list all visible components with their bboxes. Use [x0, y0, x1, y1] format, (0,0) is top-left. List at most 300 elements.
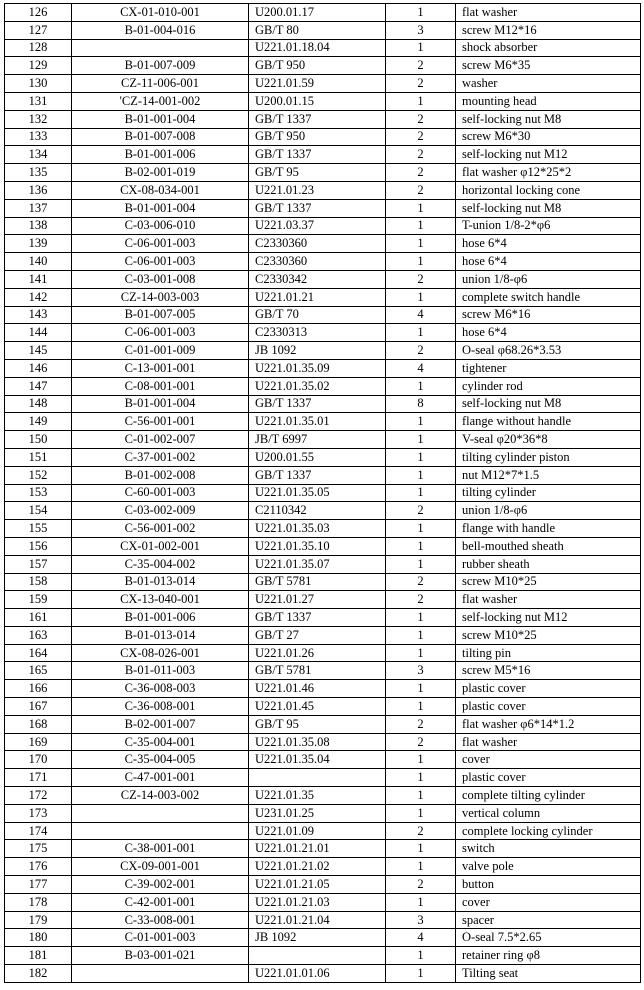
item-number-cell: 152: [5, 466, 72, 484]
part-code-cell: B-02-001-019: [72, 164, 249, 182]
drawing-standard-cell: U200.01.15: [249, 92, 386, 110]
table-row: [5, 431, 641, 449]
item-number-cell: 150: [5, 431, 72, 449]
drawing-standard-cell: U221.01.35.02: [249, 377, 386, 395]
drawing-standard-cell: U221.01.23: [249, 181, 386, 199]
table-row: [5, 110, 641, 128]
drawing-standard-cell: U221.01.45: [249, 698, 386, 716]
table-row: [5, 929, 641, 947]
drawing-standard-cell: JB 1092: [249, 929, 386, 947]
drawing-standard-cell: U221.01.01.06: [249, 965, 386, 983]
drawing-standard-cell: U221.01.21.03: [249, 893, 386, 911]
quantity-cell: 1: [386, 537, 456, 555]
table-row: [5, 448, 641, 466]
table-row: [5, 573, 641, 591]
quantity-cell: 1: [386, 769, 456, 787]
part-code-cell: B-01-001-004: [72, 395, 249, 413]
description-cell: screw M6*16: [456, 306, 641, 324]
part-code-cell: CX-01-002-001: [72, 537, 249, 555]
quantity-cell: 2: [386, 822, 456, 840]
parts-table-body: [5, 4, 641, 983]
description-cell: self-locking nut M8: [456, 395, 641, 413]
item-number-cell: 147: [5, 377, 72, 395]
drawing-standard-cell: U221.01.21: [249, 288, 386, 306]
part-code-cell: B-02-001-007: [72, 715, 249, 733]
part-code-cell: C-35-004-001: [72, 733, 249, 751]
description-cell: hose 6*4: [456, 235, 641, 253]
item-number-cell: 182: [5, 965, 72, 983]
drawing-standard-cell: GB/T 950: [249, 128, 386, 146]
part-code-cell: C-06-001-003: [72, 253, 249, 271]
quantity-cell: 2: [386, 502, 456, 520]
drawing-standard-cell: U221.01.59: [249, 75, 386, 93]
description-cell: button: [456, 876, 641, 894]
part-code-cell: [72, 39, 249, 57]
quantity-cell: 3: [386, 911, 456, 929]
part-code-cell: CX-08-026-001: [72, 644, 249, 662]
description-cell: shock absorber: [456, 39, 641, 57]
drawing-standard-cell: U200.01.55: [249, 448, 386, 466]
item-number-cell: 176: [5, 858, 72, 876]
item-number-cell: 151: [5, 448, 72, 466]
drawing-standard-cell: U221.01.21.05: [249, 876, 386, 894]
description-cell: washer: [456, 75, 641, 93]
table-row: [5, 893, 641, 911]
part-code-cell: B-01-011-003: [72, 662, 249, 680]
drawing-standard-cell: U221.01.35.03: [249, 520, 386, 538]
table-row: [5, 822, 641, 840]
item-number-cell: 164: [5, 644, 72, 662]
quantity-cell: 8: [386, 395, 456, 413]
description-cell: screw M10*25: [456, 626, 641, 644]
table-row: [5, 947, 641, 965]
drawing-standard-cell: U221.01.35.07: [249, 555, 386, 573]
item-number-cell: 168: [5, 715, 72, 733]
item-number-cell: 171: [5, 769, 72, 787]
quantity-cell: 1: [386, 893, 456, 911]
drawing-standard-cell: U221.01.35.05: [249, 484, 386, 502]
description-cell: plastic cover: [456, 698, 641, 716]
item-number-cell: 135: [5, 164, 72, 182]
description-cell: Tilting seat: [456, 965, 641, 983]
table-row: [5, 199, 641, 217]
item-number-cell: 141: [5, 270, 72, 288]
part-code-cell: B-01-007-005: [72, 306, 249, 324]
item-number-cell: 170: [5, 751, 72, 769]
part-code-cell: C-37-001-002: [72, 448, 249, 466]
drawing-standard-cell: [249, 947, 386, 965]
drawing-standard-cell: U221.01.21.02: [249, 858, 386, 876]
description-cell: flat washer φ6*14*1.2: [456, 715, 641, 733]
item-number-cell: 165: [5, 662, 72, 680]
table-row: [5, 4, 641, 22]
quantity-cell: 1: [386, 626, 456, 644]
drawing-standard-cell: GB/T 80: [249, 21, 386, 39]
item-number-cell: 138: [5, 217, 72, 235]
description-cell: flat washer φ12*25*2: [456, 164, 641, 182]
description-cell: vertical column: [456, 804, 641, 822]
quantity-cell: 1: [386, 413, 456, 431]
drawing-standard-cell: C2110342: [249, 502, 386, 520]
table-row: [5, 324, 641, 342]
quantity-cell: 1: [386, 431, 456, 449]
drawing-standard-cell: JB/T 6997: [249, 431, 386, 449]
item-number-cell: 153: [5, 484, 72, 502]
item-number-cell: 148: [5, 395, 72, 413]
description-cell: flat washer: [456, 733, 641, 751]
table-row: [5, 769, 641, 787]
table-row: [5, 146, 641, 164]
part-code-cell: 'CZ-14-001-002: [72, 92, 249, 110]
quantity-cell: 1: [386, 965, 456, 983]
description-cell: nut M12*7*1.5: [456, 466, 641, 484]
description-cell: flange with handle: [456, 520, 641, 538]
drawing-standard-cell: U221.01.26: [249, 644, 386, 662]
quantity-cell: 2: [386, 164, 456, 182]
quantity-cell: 2: [386, 128, 456, 146]
item-number-cell: 167: [5, 698, 72, 716]
table-row: [5, 787, 641, 805]
quantity-cell: 1: [386, 609, 456, 627]
table-row: [5, 466, 641, 484]
table-row: [5, 858, 641, 876]
part-code-cell: C-33-008-001: [72, 911, 249, 929]
item-number-cell: 140: [5, 253, 72, 271]
parts-table: [4, 3, 641, 983]
quantity-cell: 3: [386, 662, 456, 680]
part-code-cell: C-56-001-002: [72, 520, 249, 538]
part-code-cell: C-35-004-005: [72, 751, 249, 769]
drawing-standard-cell: U200.01.17: [249, 4, 386, 22]
part-code-cell: C-01-001-003: [72, 929, 249, 947]
drawing-standard-cell: C2330360: [249, 253, 386, 271]
quantity-cell: 1: [386, 199, 456, 217]
drawing-standard-cell: C2330342: [249, 270, 386, 288]
part-code-cell: B-01-007-008: [72, 128, 249, 146]
part-code-cell: C-36-008-003: [72, 680, 249, 698]
drawing-standard-cell: U231.01.25: [249, 804, 386, 822]
quantity-cell: 4: [386, 359, 456, 377]
description-cell: hose 6*4: [456, 324, 641, 342]
description-cell: bell-mouthed sheath: [456, 537, 641, 555]
table-row: [5, 733, 641, 751]
table-row: [5, 57, 641, 75]
table-row: [5, 92, 641, 110]
part-code-cell: C-60-001-003: [72, 484, 249, 502]
description-cell: horizontal locking cone: [456, 181, 641, 199]
part-code-cell: C-03-001-008: [72, 270, 249, 288]
part-code-cell: B-01-002-008: [72, 466, 249, 484]
table-row: [5, 217, 641, 235]
description-cell: union 1/8-φ6: [456, 270, 641, 288]
part-code-cell: B-01-001-004: [72, 110, 249, 128]
part-code-cell: C-08-001-001: [72, 377, 249, 395]
table-row: [5, 253, 641, 271]
part-code-cell: C-01-002-007: [72, 431, 249, 449]
table-row: [5, 377, 641, 395]
part-code-cell: C-03-006-010: [72, 217, 249, 235]
description-cell: self-locking nut M8: [456, 110, 641, 128]
quantity-cell: 2: [386, 75, 456, 93]
drawing-standard-cell: GB/T 5781: [249, 573, 386, 591]
item-number-cell: 166: [5, 680, 72, 698]
description-cell: complete locking cylinder: [456, 822, 641, 840]
item-number-cell: 159: [5, 591, 72, 609]
description-cell: screw M5*16: [456, 662, 641, 680]
description-cell: tilting pin: [456, 644, 641, 662]
drawing-standard-cell: U221.01.27: [249, 591, 386, 609]
part-code-cell: C-42-001-001: [72, 893, 249, 911]
quantity-cell: 2: [386, 270, 456, 288]
quantity-cell: 2: [386, 715, 456, 733]
item-number-cell: 173: [5, 804, 72, 822]
quantity-cell: 2: [386, 876, 456, 894]
table-row: [5, 840, 641, 858]
item-number-cell: 132: [5, 110, 72, 128]
drawing-standard-cell: GB/T 95: [249, 164, 386, 182]
item-number-cell: 179: [5, 911, 72, 929]
part-code-cell: CX-01-010-001: [72, 4, 249, 22]
table-row: [5, 235, 641, 253]
table-row: [5, 876, 641, 894]
quantity-cell: 2: [386, 181, 456, 199]
drawing-standard-cell: U221.01.46: [249, 680, 386, 698]
description-cell: self-locking nut M8: [456, 199, 641, 217]
item-number-cell: 128: [5, 39, 72, 57]
drawing-standard-cell: GB/T 27: [249, 626, 386, 644]
item-number-cell: 180: [5, 929, 72, 947]
part-code-cell: CX-13-040-001: [72, 591, 249, 609]
part-code-cell: C-38-001-001: [72, 840, 249, 858]
table-row: [5, 413, 641, 431]
drawing-standard-cell: JB 1092: [249, 342, 386, 360]
item-number-cell: 127: [5, 21, 72, 39]
part-code-cell: [72, 965, 249, 983]
quantity-cell: 2: [386, 57, 456, 75]
table-row: [5, 128, 641, 146]
drawing-standard-cell: GB/T 950: [249, 57, 386, 75]
part-code-cell: C-56-001-001: [72, 413, 249, 431]
quantity-cell: 1: [386, 39, 456, 57]
part-code-cell: CZ-14-003-003: [72, 288, 249, 306]
drawing-standard-cell: U221.01.18.04: [249, 39, 386, 57]
item-number-cell: 144: [5, 324, 72, 342]
table-row: [5, 965, 641, 983]
quantity-cell: 1: [386, 484, 456, 502]
table-row: [5, 751, 641, 769]
description-cell: screw M12*16: [456, 21, 641, 39]
quantity-cell: 2: [386, 110, 456, 128]
drawing-standard-cell: [249, 769, 386, 787]
description-cell: flat washer: [456, 591, 641, 609]
item-number-cell: 174: [5, 822, 72, 840]
quantity-cell: 1: [386, 448, 456, 466]
description-cell: screw M6*30: [456, 128, 641, 146]
part-code-cell: C-36-008-001: [72, 698, 249, 716]
part-code-cell: C-35-004-002: [72, 555, 249, 573]
description-cell: valve pole: [456, 858, 641, 876]
description-cell: complete switch handle: [456, 288, 641, 306]
description-cell: T-union 1/8-2*φ6: [456, 217, 641, 235]
description-cell: retainer ring φ8: [456, 947, 641, 965]
item-number-cell: 175: [5, 840, 72, 858]
part-code-cell: C-01-001-009: [72, 342, 249, 360]
item-number-cell: 131: [5, 92, 72, 110]
drawing-standard-cell: GB/T 1337: [249, 199, 386, 217]
table-row: [5, 288, 641, 306]
description-cell: O-seal 7.5*2.65: [456, 929, 641, 947]
part-code-cell: B-01-013-014: [72, 573, 249, 591]
table-row: [5, 591, 641, 609]
part-code-cell: CZ-14-003-002: [72, 787, 249, 805]
drawing-standard-cell: U221.01.21.04: [249, 911, 386, 929]
quantity-cell: 1: [386, 947, 456, 965]
quantity-cell: 4: [386, 306, 456, 324]
item-number-cell: 130: [5, 75, 72, 93]
item-number-cell: 126: [5, 4, 72, 22]
table-row: [5, 395, 641, 413]
drawing-standard-cell: U221.01.21.01: [249, 840, 386, 858]
part-code-cell: B-03-001-021: [72, 947, 249, 965]
description-cell: cover: [456, 893, 641, 911]
table-row: [5, 662, 641, 680]
part-code-cell: C-06-001-003: [72, 324, 249, 342]
quantity-cell: 1: [386, 324, 456, 342]
description-cell: flange without handle: [456, 413, 641, 431]
description-cell: plastic cover: [456, 680, 641, 698]
part-code-cell: CZ-11-006-001: [72, 75, 249, 93]
quantity-cell: 1: [386, 804, 456, 822]
drawing-standard-cell: U221.01.35.10: [249, 537, 386, 555]
part-code-cell: B-01-004-016: [72, 21, 249, 39]
table-row: [5, 306, 641, 324]
description-cell: rubber sheath: [456, 555, 641, 573]
table-row: [5, 609, 641, 627]
table-row: [5, 502, 641, 520]
quantity-cell: 1: [386, 555, 456, 573]
table-row: [5, 644, 641, 662]
quantity-cell: 1: [386, 377, 456, 395]
quantity-cell: 1: [386, 751, 456, 769]
part-code-cell: B-01-013-014: [72, 626, 249, 644]
drawing-standard-cell: U221.01.35.04: [249, 751, 386, 769]
item-number-cell: 134: [5, 146, 72, 164]
quantity-cell: 1: [386, 235, 456, 253]
quantity-cell: 1: [386, 466, 456, 484]
drawing-standard-cell: GB/T 5781: [249, 662, 386, 680]
part-code-cell: B-01-001-004: [72, 199, 249, 217]
quantity-cell: 1: [386, 840, 456, 858]
item-number-cell: 142: [5, 288, 72, 306]
table-row: [5, 626, 641, 644]
item-number-cell: 169: [5, 733, 72, 751]
quantity-cell: 1: [386, 217, 456, 235]
quantity-cell: 1: [386, 644, 456, 662]
drawing-standard-cell: U221.01.35.09: [249, 359, 386, 377]
drawing-standard-cell: U221.03.37: [249, 217, 386, 235]
item-number-cell: 137: [5, 199, 72, 217]
table-row: [5, 359, 641, 377]
item-number-cell: 178: [5, 893, 72, 911]
description-cell: plastic cover: [456, 769, 641, 787]
table-row: [5, 75, 641, 93]
description-cell: cylinder rod: [456, 377, 641, 395]
quantity-cell: 2: [386, 342, 456, 360]
item-number-cell: 155: [5, 520, 72, 538]
drawing-standard-cell: GB/T 1337: [249, 466, 386, 484]
table-row: [5, 698, 641, 716]
item-number-cell: 157: [5, 555, 72, 573]
item-number-cell: 133: [5, 128, 72, 146]
description-cell: hose 6*4: [456, 253, 641, 271]
item-number-cell: 143: [5, 306, 72, 324]
description-cell: mounting head: [456, 92, 641, 110]
drawing-standard-cell: U221.01.35.08: [249, 733, 386, 751]
description-cell: spacer: [456, 911, 641, 929]
table-row: [5, 39, 641, 57]
description-cell: screw M10*25: [456, 573, 641, 591]
table-row: [5, 680, 641, 698]
description-cell: screw M6*35: [456, 57, 641, 75]
part-code-cell: C-39-002-001: [72, 876, 249, 894]
drawing-standard-cell: U221.01.35: [249, 787, 386, 805]
quantity-cell: 1: [386, 92, 456, 110]
drawing-standard-cell: C2330360: [249, 235, 386, 253]
table-row: [5, 484, 641, 502]
table-row: [5, 911, 641, 929]
drawing-standard-cell: GB/T 1337: [249, 146, 386, 164]
drawing-standard-cell: GB/T 1337: [249, 110, 386, 128]
description-cell: tilting cylinder: [456, 484, 641, 502]
drawing-standard-cell: C2330313: [249, 324, 386, 342]
quantity-cell: 2: [386, 591, 456, 609]
description-cell: V-seal φ20*36*8: [456, 431, 641, 449]
item-number-cell: 158: [5, 573, 72, 591]
part-code-cell: B-01-001-006: [72, 146, 249, 164]
item-number-cell: 177: [5, 876, 72, 894]
description-cell: O-seal φ68.26*3.53: [456, 342, 641, 360]
part-code-cell: B-01-001-006: [72, 609, 249, 627]
description-cell: complete tilting cylinder: [456, 787, 641, 805]
description-cell: flat washer: [456, 4, 641, 22]
part-code-cell: CX-08-034-001: [72, 181, 249, 199]
table-row: [5, 715, 641, 733]
part-code-cell: C-47-001-001: [72, 769, 249, 787]
quantity-cell: 1: [386, 858, 456, 876]
item-number-cell: 163: [5, 626, 72, 644]
part-code-cell: B-01-007-009: [72, 57, 249, 75]
quantity-cell: 1: [386, 520, 456, 538]
item-number-cell: 161: [5, 609, 72, 627]
table-row: [5, 181, 641, 199]
table-row: [5, 520, 641, 538]
table-row: [5, 537, 641, 555]
quantity-cell: 1: [386, 698, 456, 716]
item-number-cell: 156: [5, 537, 72, 555]
part-code-cell: C-06-001-003: [72, 235, 249, 253]
quantity-cell: 3: [386, 21, 456, 39]
item-number-cell: 139: [5, 235, 72, 253]
drawing-standard-cell: U221.01.35.01: [249, 413, 386, 431]
table-row: [5, 342, 641, 360]
quantity-cell: 2: [386, 573, 456, 591]
description-cell: tightener: [456, 359, 641, 377]
quantity-cell: 1: [386, 4, 456, 22]
item-number-cell: 136: [5, 181, 72, 199]
item-number-cell: 181: [5, 947, 72, 965]
part-code-cell: C-13-001-001: [72, 359, 249, 377]
description-cell: cover: [456, 751, 641, 769]
